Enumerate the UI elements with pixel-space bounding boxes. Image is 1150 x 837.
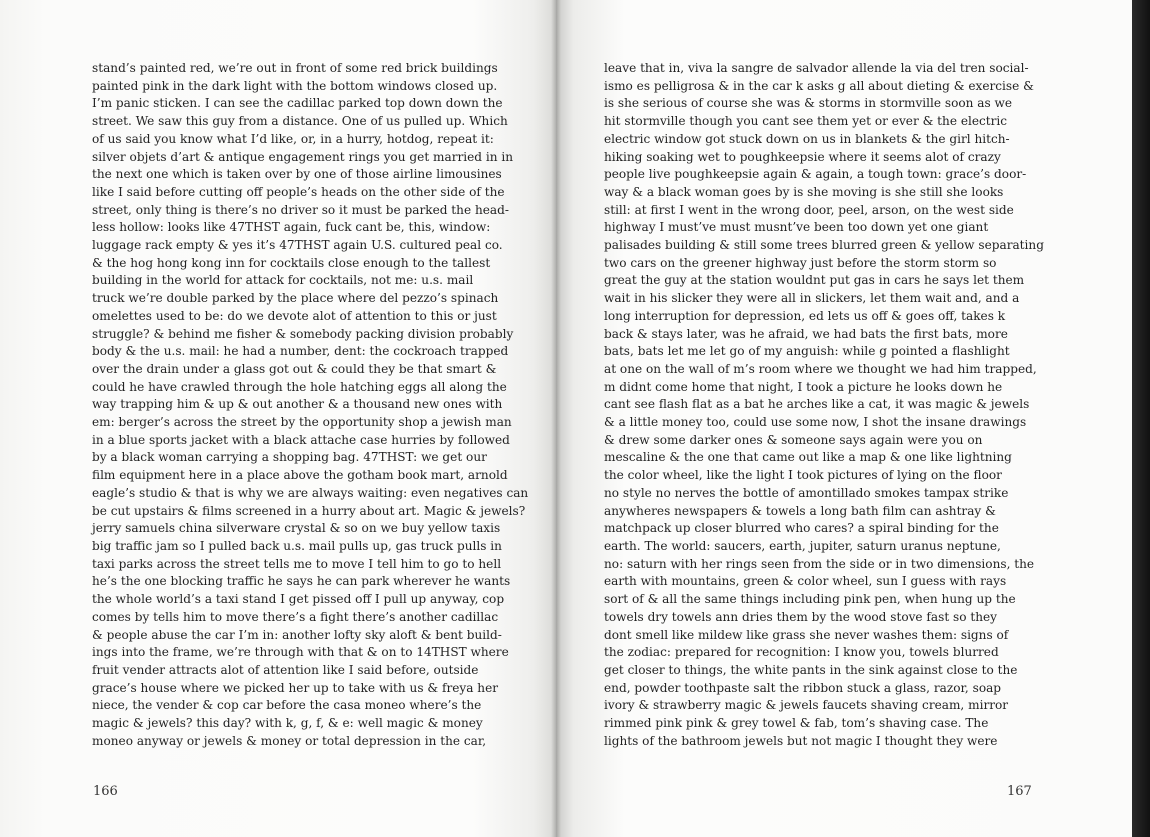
text-line: towels dry towels ann dries them by the wood stove fast so they — [604, 609, 997, 624]
text-line: is she serious of course she was & storms in stormville soon as we — [604, 96, 1013, 111]
text-line: could he have crawled through the hole hatching eggs all along the — [92, 379, 507, 394]
text-line: film equipment here in a place above the gotham book mart, arnold — [92, 468, 508, 483]
book-gutter — [551, 0, 561, 837]
text-line: I’m panic sticken. I can see the cadillac parked top down down the — [92, 96, 503, 111]
text-line: jerry samuels china silverware crystal & so on we buy yellow taxis — [92, 521, 501, 536]
text-line: building in the world for attack for cocktails, not me: u.s. mail — [92, 273, 474, 288]
text-line: taxi parks across the street tells me to move I tell him to go to hell — [92, 556, 502, 571]
text-line: earth with mountains, green & color wheel, sun I guess with rays — [604, 574, 1007, 589]
text-line: wait in his slicker they were all in slickers, let them wait and, and a — [604, 291, 1020, 306]
text-line: & drew some darker ones & someone says again were you on — [604, 432, 983, 447]
text-line: back & stays later, was he afraid, we had bats the first bats, more — [604, 326, 1008, 341]
text-line: rimmed pink pink & grey towel & fab, tom’s shaving case. The — [604, 716, 989, 731]
text-line: eagle’s studio & that is why we are always waiting: even negatives can — [92, 485, 529, 500]
text-line: magic & jewels? this day? with k, g, f, & e: well magic & money — [92, 716, 483, 731]
text-line: of us said you know what I’d like, or, in a hurry, hotdog, repeat it: — [92, 131, 494, 146]
text-line: painted pink in the dark light with the bottom windows closed up. — [92, 78, 498, 93]
text-line: less hollow: looks like 47THST again, fuck cant be, this, window: — [92, 220, 491, 235]
text-line: silver objets d’art & antique engagement rings you get married in in — [92, 149, 514, 164]
text-line: he’s the one blocking traffic he says he can park wherever he wants — [92, 574, 511, 589]
text-line: sort of & all the same things including pink pen, when hung up the — [604, 592, 1016, 607]
text-line: cant see flash flat as a bat he arches like a cat, it was magic & jewels — [604, 397, 1030, 412]
right-page — [556, 0, 1132, 837]
text-line: luggage rack empty & yes it’s 47THST again U.S. cultured peal co. — [92, 238, 503, 253]
left-page — [0, 0, 556, 837]
text-line: anywheres newspapers & towels a long bath film can ashtray & — [604, 503, 996, 518]
text-line: struggle? & behind me fisher & somebody packing division probably — [92, 326, 514, 341]
text-line: great the guy at the station wouldnt put gas in cars he says let them — [604, 273, 1025, 288]
text-line: dont smell like mildew like grass she never washes them: signs of — [604, 627, 1009, 642]
text-line: way trapping him & up & out another & a thousand new ones with — [92, 397, 503, 412]
text-line: ismo es pelligrosa & in the car k asks g all about dieting & exercise & — [604, 78, 1034, 93]
text-line: way & a black woman goes by is she moving is she still she looks — [604, 184, 1004, 199]
text-line: by a black woman carrying a shopping bag. 47THST: we get our — [92, 450, 487, 465]
text-line: lights of the bathroom jewels but not magic I thought they were — [604, 733, 998, 748]
text-line: two cars on the greener highway just before the storm storm so — [604, 255, 997, 270]
text-line: mescaline & the one that came out like a map & one like lightning — [604, 450, 1012, 465]
text-line: earth. The world: saucers, earth, jupiter, saturn uranus neptune, — [604, 538, 1001, 553]
text-line: over the drain under a glass got out & could they be that smart & — [92, 361, 497, 376]
text-line: get closer to things, the white pants in the sink against close to the — [604, 662, 1018, 677]
text-line: truck we’re double parked by the place where del pezzo’s spinach — [92, 291, 499, 306]
right-page-body — [604, 60, 1058, 750]
text-line: the color wheel, like the light I took pictures of lying on the floor — [604, 468, 1002, 483]
text-line: ings into the frame, we’re through with that & on to 14THST where — [92, 645, 509, 660]
text-line: hit stormville though you cant see them yet or ever & the electric — [604, 114, 1008, 129]
text-line: in a blue sports jacket with a black attache case hurries by followed — [92, 432, 510, 447]
text-line: omelettes used to be: do we devote alot of attention to this or just — [92, 308, 497, 323]
text-line: & people abuse the car I’m in: another lofty sky aloft & bent build- — [92, 627, 502, 642]
text-line: no: saturn with her rings seen from the side or in two dimensions, the — [604, 556, 1035, 571]
text-line: big traffic jam so I pulled back u.s. mail pulls up, gas truck pulls in — [92, 538, 502, 553]
text-line: like I said before cutting off people’s heads on the other side of the — [92, 184, 505, 199]
left-page-body — [92, 60, 538, 750]
scanner-edge — [1132, 0, 1150, 837]
text-line: leave that in, viva la sangre de salvador allende la via del tren social- — [604, 61, 1029, 75]
text-line: be cut upstairs & films screened in a hurry about art. Magic & jewels? — [92, 503, 526, 518]
text-line: stand’s painted red, we’re out in front of some red brick buildings — [92, 61, 498, 75]
text-line: em: berger’s across the street by the opportunity shop a jewish man — [92, 415, 512, 430]
text-line: people live poughkeepsie again & again, a tough town: grace’s door- — [604, 167, 1027, 182]
text-line: bats, bats let me let go of my anguish: while g pointed a flashlight — [604, 344, 1010, 359]
text-line: at one on the wall of m’s room where we thought we had him trapped, — [604, 361, 1037, 376]
text-line: fruit vender attracts alot of attention like I said before, outside — [92, 662, 479, 677]
left-page-number: 166 — [93, 784, 118, 799]
text-line: the zodiac: prepared for recognition: I know you, towels blurred — [604, 645, 999, 660]
text-line: palisades building & still some trees blurred green & yellow separating — [604, 238, 1044, 253]
text-line: long interruption for depression, ed lets us off & goes off, takes k — [604, 308, 1006, 323]
text-line: the whole world’s a taxi stand I get pissed off I pull up anyway, cop — [92, 592, 505, 607]
text-line: street, only thing is there’s no driver so it must be parked the head- — [92, 202, 509, 217]
text-line: end, powder toothpaste salt the ribbon stuck a glass, razor, soap — [604, 680, 1002, 695]
text-line: the next one which is taken over by one of those airline limousines — [92, 167, 502, 182]
text-line: no style no nerves the bottle of amontillado smokes tampax strike — [604, 485, 1009, 500]
text-line: & a little money too, could use some now, I shot the insane drawings — [604, 415, 1027, 430]
text-line: still: at first I went in the wrong door, peel, arson, on the west side — [604, 202, 1014, 217]
text-line: electric window got stuck down on us in blankets & the girl hitch- — [604, 131, 1010, 146]
text-line: niece, the vender & cop car before the casa moneo where’s the — [92, 698, 482, 713]
text-line: grace’s house where we picked her up to take with us & freya her — [92, 680, 499, 695]
text-line: & the hog hong kong inn for cocktails close enough to the tallest — [92, 255, 491, 270]
text-line: highway I must’ve must musnt’ve been too down yet one giant — [604, 220, 989, 235]
text-line: body & the u.s. mail: he had a number, dent: the cockroach trapped — [92, 344, 509, 359]
text-line: street. We saw this guy from a distance. One of us pulled up. Which — [92, 114, 508, 129]
text-line: moneo anyway or jewels & money or total depression in the car, — [92, 733, 487, 748]
text-line: m didnt come home that night, I took a picture he looks down he — [604, 379, 1003, 394]
right-page-number: 167 — [1007, 784, 1032, 799]
text-line: comes by tells him to move there’s a fight there’s another cadillac — [92, 609, 499, 624]
text-line: matchpack up closer blurred who cares? a spiral binding for the — [604, 521, 999, 536]
text-line: ivory & strawberry magic & jewels faucets shaving cream, mirror — [604, 698, 1009, 713]
text-line: hiking soaking wet to poughkeepsie where it seems alot of crazy — [604, 149, 1001, 164]
